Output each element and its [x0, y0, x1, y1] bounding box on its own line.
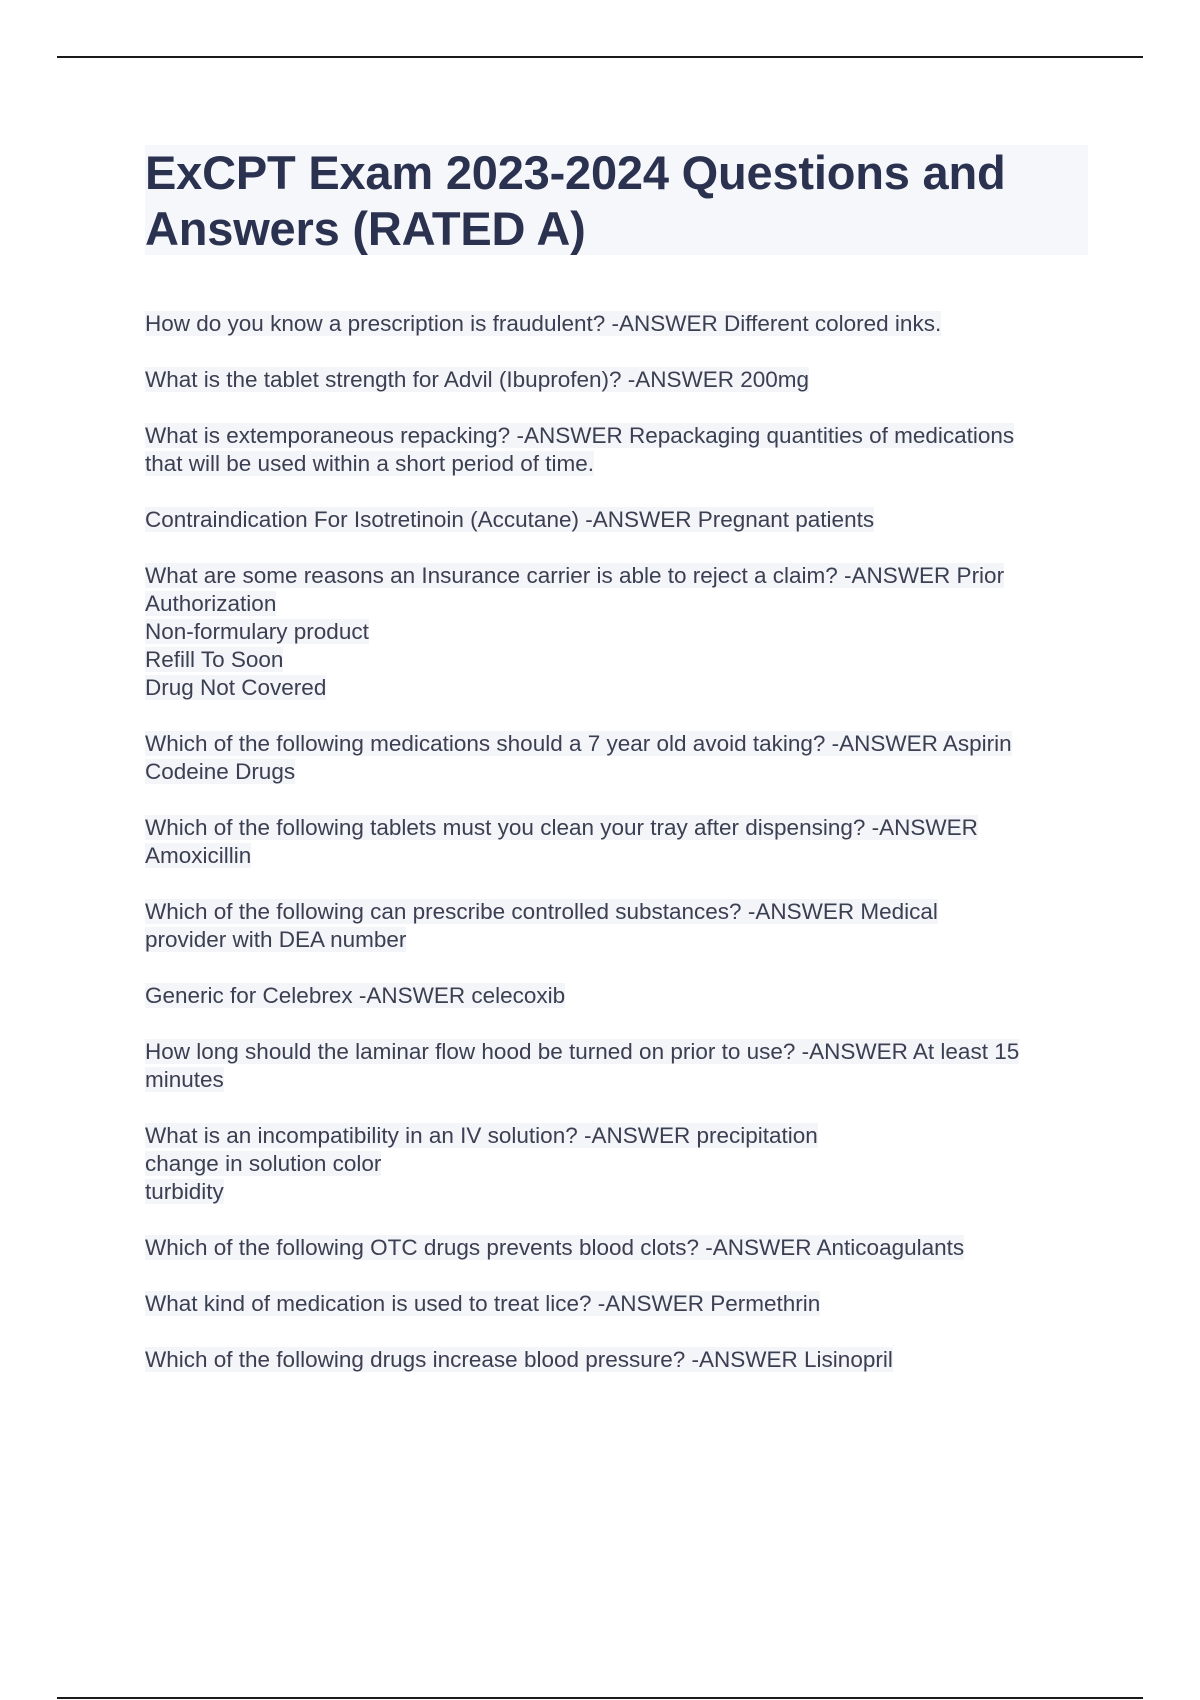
qa-line: Authorization	[145, 591, 277, 616]
qa-line: What is an incompatibility in an IV solution? -ANSWER precipitation	[145, 1123, 818, 1148]
qa-line: What is extemporaneous repacking? -ANSWER Repackaging quantities of medications	[145, 423, 1015, 448]
qa-item-14	[145, 1346, 1090, 1374]
qa-item-11	[145, 1122, 1090, 1206]
bottom-divider	[57, 1697, 1143, 1699]
document-title	[145, 145, 1088, 257]
qa-item-13	[145, 1290, 1090, 1318]
qa-line: provider with DEA number	[145, 927, 407, 952]
qa-line: How long should the laminar flow hood be turned on prior to use? -ANSWER At least 15	[145, 1039, 1020, 1064]
qa-line: turbidity	[145, 1179, 224, 1204]
title-line-1: ExCPT Exam 2023-2024 Questions and	[145, 146, 1006, 199]
qa-item-4	[145, 506, 1090, 534]
title-block	[145, 145, 1088, 255]
qa-item-1	[145, 310, 1090, 338]
qa-line: Drug Not Covered	[145, 675, 327, 700]
qa-line: What are some reasons an Insurance carrier is able to reject a claim? -ANSWER Prior	[145, 563, 1005, 588]
qa-item-3	[145, 422, 1090, 478]
qa-line: change in solution color	[145, 1151, 382, 1176]
qa-item-12	[145, 1234, 1090, 1262]
qa-line: Non-formulary product	[145, 619, 369, 644]
qa-item-6	[145, 730, 1090, 786]
qa-item-10	[145, 1038, 1090, 1094]
qa-item-5	[145, 562, 1090, 702]
qa-line: Codeine Drugs	[145, 759, 296, 784]
qa-line: What kind of medication is used to treat lice? -ANSWER Permethrin	[145, 1291, 821, 1316]
qa-line: How do you know a prescription is fraudulent? -ANSWER Different colored inks.	[145, 311, 942, 336]
qa-line: Which of the following medications should a 7 year old avoid taking? -ANSWER Aspirin	[145, 731, 1012, 756]
qa-line: Generic for Celebrex -ANSWER celecoxib	[145, 983, 566, 1008]
qa-line: Which of the following can prescribe controlled substances? -ANSWER Medical	[145, 899, 938, 924]
qa-line: Which of the following OTC drugs prevents blood clots? -ANSWER Anticoagulants	[145, 1235, 965, 1260]
title-line-2: Answers (RATED A)	[145, 202, 586, 255]
qa-line: Refill To Soon	[145, 647, 284, 672]
qa-item-9	[145, 982, 1090, 1010]
qa-line: What is the tablet strength for Advil (Ibuprofen)? -ANSWER 200mg	[145, 367, 810, 392]
qa-item-8	[145, 898, 1090, 954]
top-divider	[57, 56, 1143, 58]
qa-line: Amoxicillin	[145, 843, 252, 868]
qa-line: Contraindication For Isotretinoin (Accutane) -ANSWER Pregnant patients	[145, 507, 875, 532]
qa-line: Which of the following drugs increase blood pressure? -ANSWER Lisinopril	[145, 1347, 893, 1372]
qa-item-2	[145, 366, 1090, 394]
qa-list	[145, 310, 1090, 1402]
qa-line: Which of the following tablets must you clean your tray after dispensing? -ANSWER	[145, 815, 978, 840]
qa-line: minutes	[145, 1067, 224, 1092]
qa-line: that will be used within a short period of time.	[145, 451, 594, 476]
qa-item-7	[145, 814, 1090, 870]
